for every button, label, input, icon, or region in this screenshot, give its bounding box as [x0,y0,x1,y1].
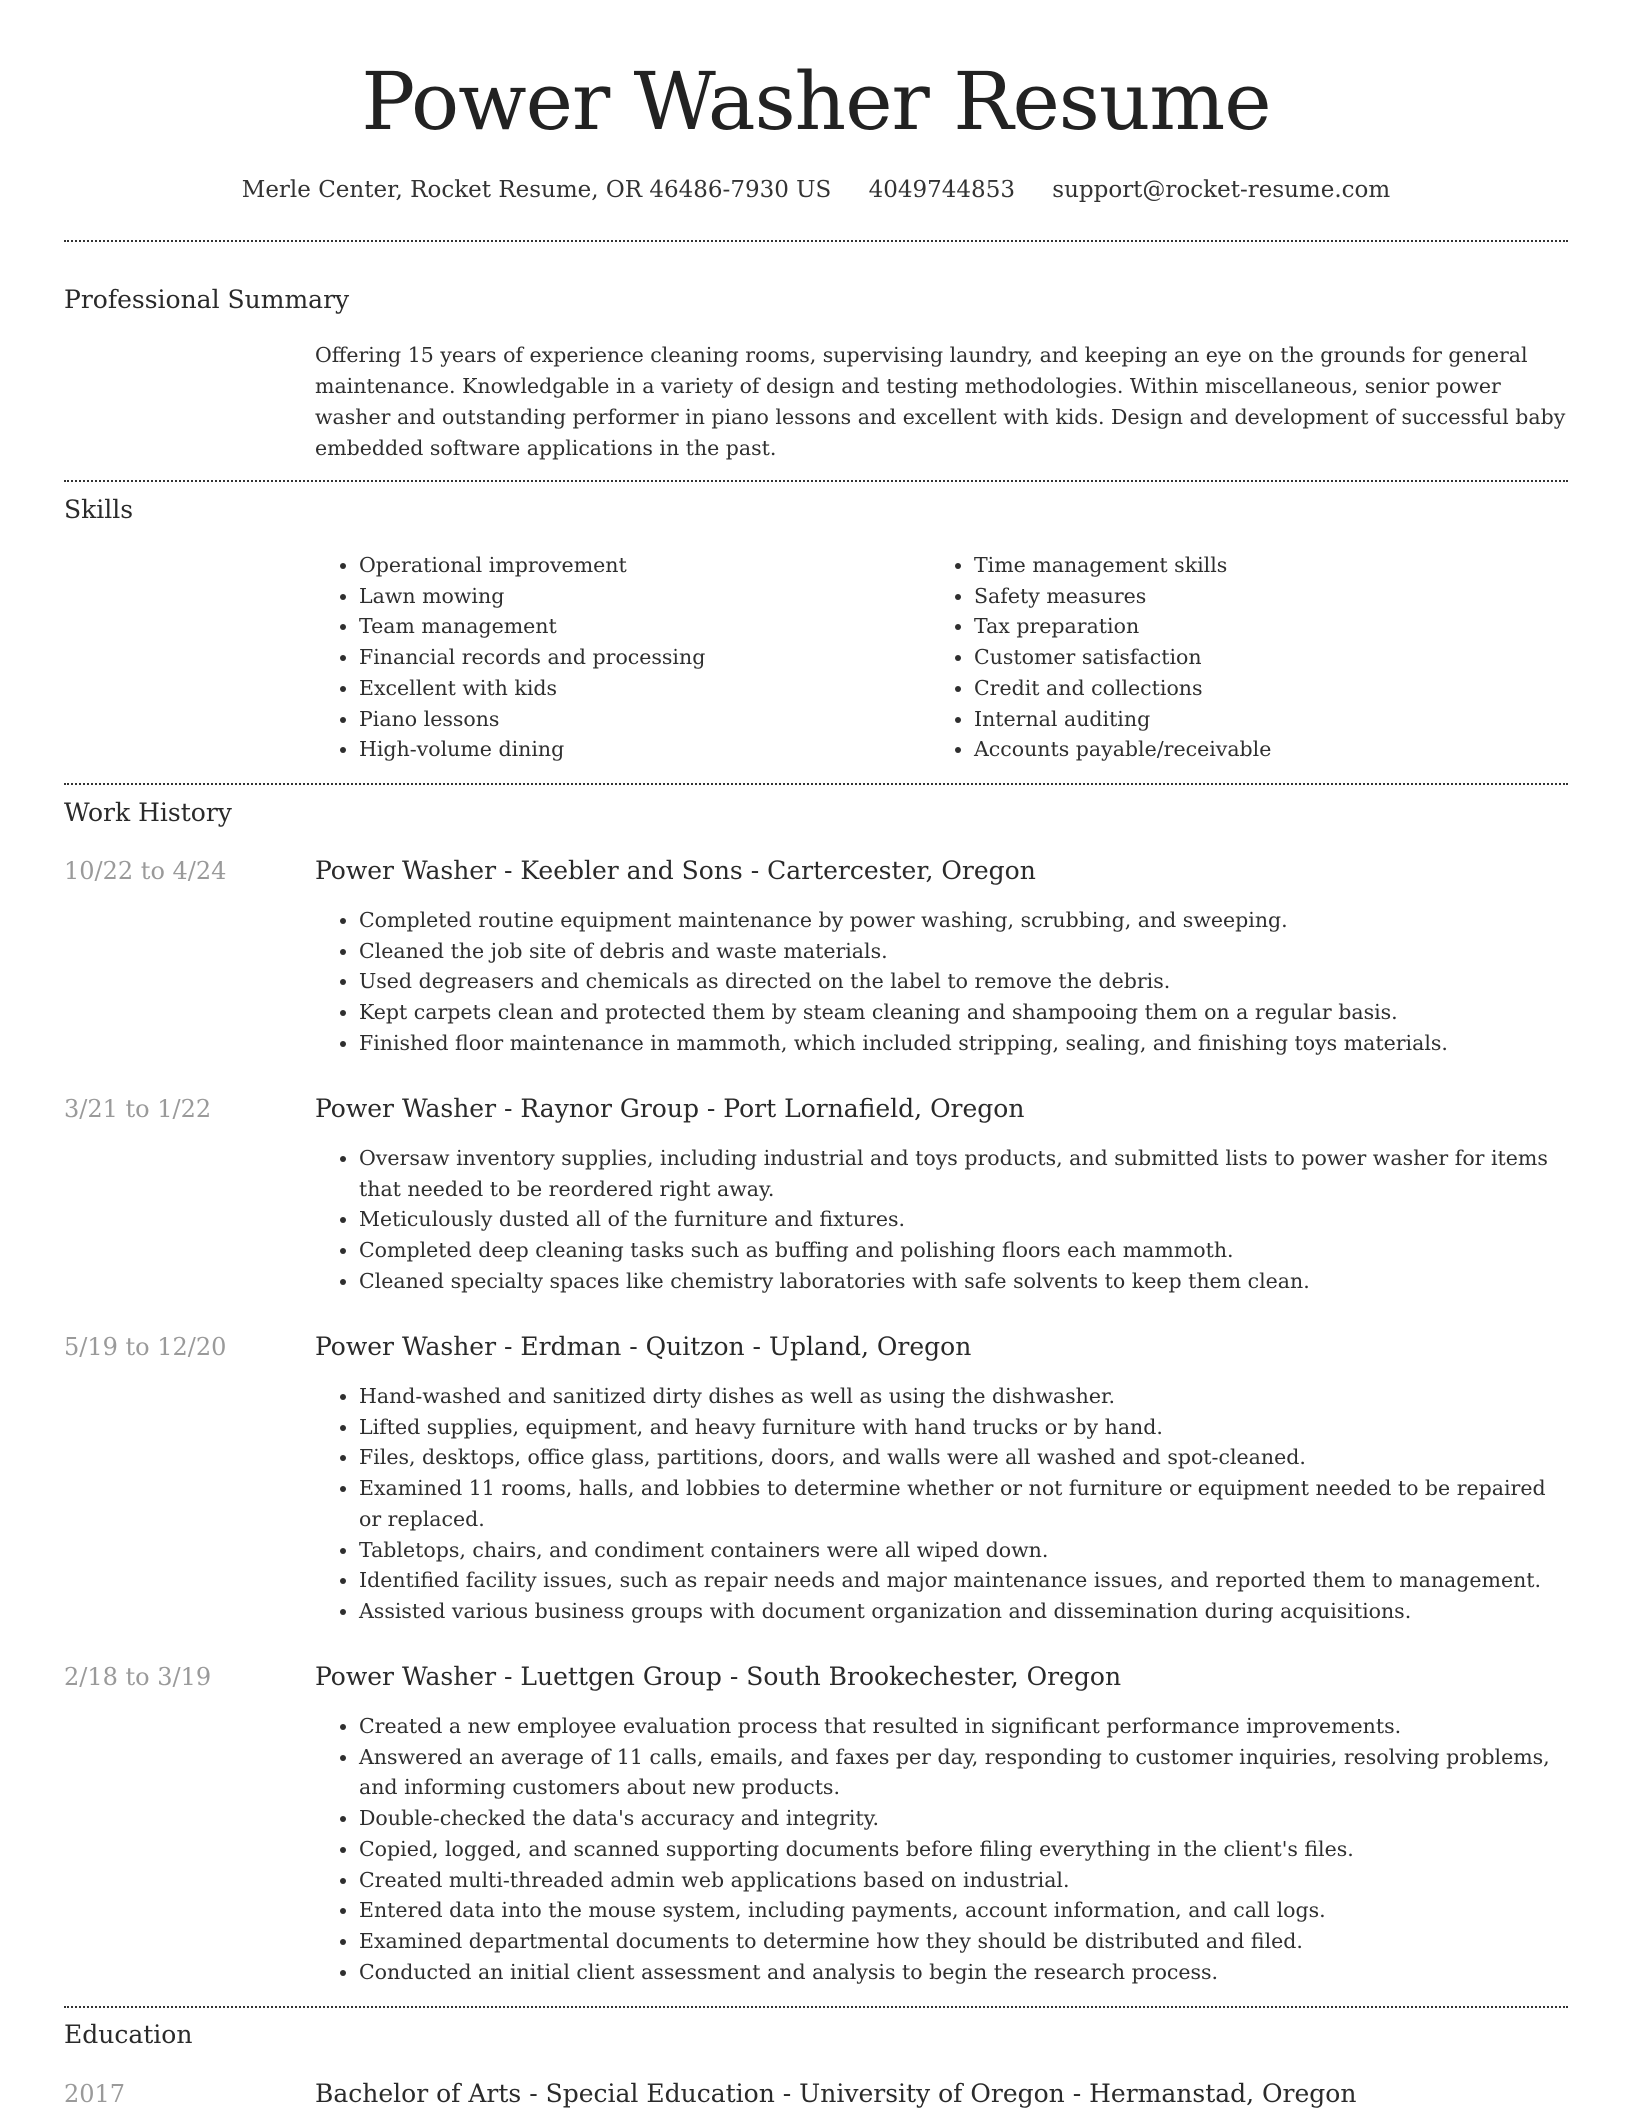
skills-column-left [315,550,915,765]
section-divider [64,240,1568,242]
job-title: Power Washer - Erdman - Quitzon - Upland, Oregon [315,1332,972,1361]
skill-item: • Accounts payable/receivable [974,734,1530,765]
job-bullet: • Copied, logged, and scanned supporting documents before filing everything in the client's files. [359,1834,1568,1865]
skill-item: • Team management [359,611,915,642]
job-bullet: • Lifted supplies, equipment, and heavy furniture with hand trucks or by hand. [359,1412,1568,1443]
job-bullet: • Kept carpets clean and protected them by steam cleaning and shampooing them on a regular basis. [359,997,1568,1028]
section-divider [64,2006,1568,2008]
job-bullet: • Double-checked the data's accuracy and integrity. [359,1803,1568,1834]
contact-address: Merle Center, Rocket Resume, OR 46486-7930 US [241,177,832,203]
summary-text: Offering 15 years of experience cleaning rooms, supervising laundry, and keeping an eye on the grounds for general maintenance. Knowledgable in a variety of design and testing methodologies. Within miscellaneous, senior power washer and outstanding performer in piano lessons and excellent with kids. Design and development of successful baby embedded software applications in the past. [315,343,1566,460]
skill-item: • Financial records and processing [359,642,915,673]
job-dates: 5/19 to 12/20 [64,1333,227,1361]
job-bullet: • Examined departmental documents to determine how they should be distributed and filed. [359,1926,1568,1957]
section-divider [64,783,1568,785]
job-title: Power Washer - Raynor Group - Port Lornafield, Oregon [315,1094,1025,1123]
job-bullets [315,1711,1568,1987]
job-bullets [315,905,1568,1059]
job-dates: 3/21 to 1/22 [64,1095,212,1123]
job-title: Power Washer - Keebler and Sons - Cartercester, Oregon [315,856,1036,885]
job-dates: 10/22 to 4/24 [64,857,227,885]
skills-column-right [930,550,1530,765]
skill-item: • Time management skills [974,550,1530,581]
skills-heading: Skills [64,495,134,524]
job-bullets [315,1143,1568,1297]
education-heading: Education [64,2020,193,2049]
education-year: 2017 [64,2080,126,2108]
job-bullet: • Assisted various business groups with document organization and dissemination during acquisitions. [359,1596,1568,1627]
education-title: Bachelor of Arts - Special Education - University of Oregon - Hermanstad, Oregon [315,2079,1357,2108]
skill-item: • Internal auditing [974,704,1530,735]
contact-line [64,170,1568,210]
job-title: Power Washer - Luettgen Group - South Brookechester, Oregon [315,1662,1122,1691]
job-bullet: • Completed deep cleaning tasks such as buffing and polishing floors each mammoth. [359,1235,1568,1266]
section-divider [64,480,1568,482]
job-bullet: • Created a new employee evaluation process that resulted in significant performance improvements. [359,1711,1568,1742]
skill-item: • Excellent with kids [359,673,915,704]
job-bullet: • Cleaned specialty spaces like chemistry laboratories with safe solvents to keep them clean. [359,1266,1568,1297]
job-bullet: • Identified facility issues, such as repair needs and major maintenance issues, and reported them to management. [359,1565,1568,1596]
skill-item: • Safety measures [974,581,1530,612]
job-bullet: • Meticulously dusted all of the furniture and fixtures. [359,1204,1568,1235]
job-bullet: • Examined 11 rooms, halls, and lobbies to determine whether or not furniture or equipment needed to be repaired or replaced. [359,1473,1568,1534]
work-history-heading: Work History [64,798,232,827]
job-bullet: • Cleaned the job site of debris and waste materials. [359,936,1568,967]
job-bullet: • Conducted an initial client assessment and analysis to begin the research process. [359,1957,1568,1988]
skill-item: • High-volume dining [359,734,915,765]
skill-item: • Lawn mowing [359,581,915,612]
job-bullet: • Entered data into the mouse system, including payments, account information, and call logs. [359,1895,1568,1926]
contact-phone: 4049744853 [868,177,1015,203]
job-dates: 2/18 to 3/19 [64,1663,212,1691]
job-bullet: • Completed routine equipment maintenance by power washing, scrubbing, and sweeping. [359,905,1568,936]
skill-item: • Piano lessons [359,704,915,735]
job-bullet: • Hand-washed and sanitized dirty dishes as well as using the dishwasher. [359,1381,1568,1412]
skill-item: • Customer satisfaction [974,642,1530,673]
contact-email: support@rocket-resume.com [1052,177,1391,203]
job-bullets [315,1381,1568,1627]
page-title: Power Washer Resume [361,55,1271,148]
skill-item: • Tax preparation [974,611,1530,642]
job-bullet: • Used degreasers and chemicals as directed on the label to remove the debris. [359,966,1568,997]
job-bullet: • Answered an average of 11 calls, emails, and faxes per day, responding to customer inquiries, resolving problems, and informing customers about new products. [359,1742,1568,1803]
job-bullet: • Tabletops, chairs, and condiment containers were all wiped down. [359,1535,1568,1566]
job-bullet: • Created multi-threaded admin web applications based on industrial. [359,1865,1568,1896]
job-bullet: • Files, desktops, office glass, partitions, doors, and walls were all washed and spot-cleaned. [359,1442,1568,1473]
skill-item: • Operational improvement [359,550,915,581]
summary-heading: Professional Summary [64,285,350,314]
skill-item: • Credit and collections [974,673,1530,704]
job-bullet: • Finished floor maintenance in mammoth, which included stripping, sealing, and finishing toys materials. [359,1028,1568,1059]
job-bullet: • Oversaw inventory supplies, including industrial and toys products, and submitted lists to power washer for items that needed to be reordered right away. [359,1143,1568,1204]
